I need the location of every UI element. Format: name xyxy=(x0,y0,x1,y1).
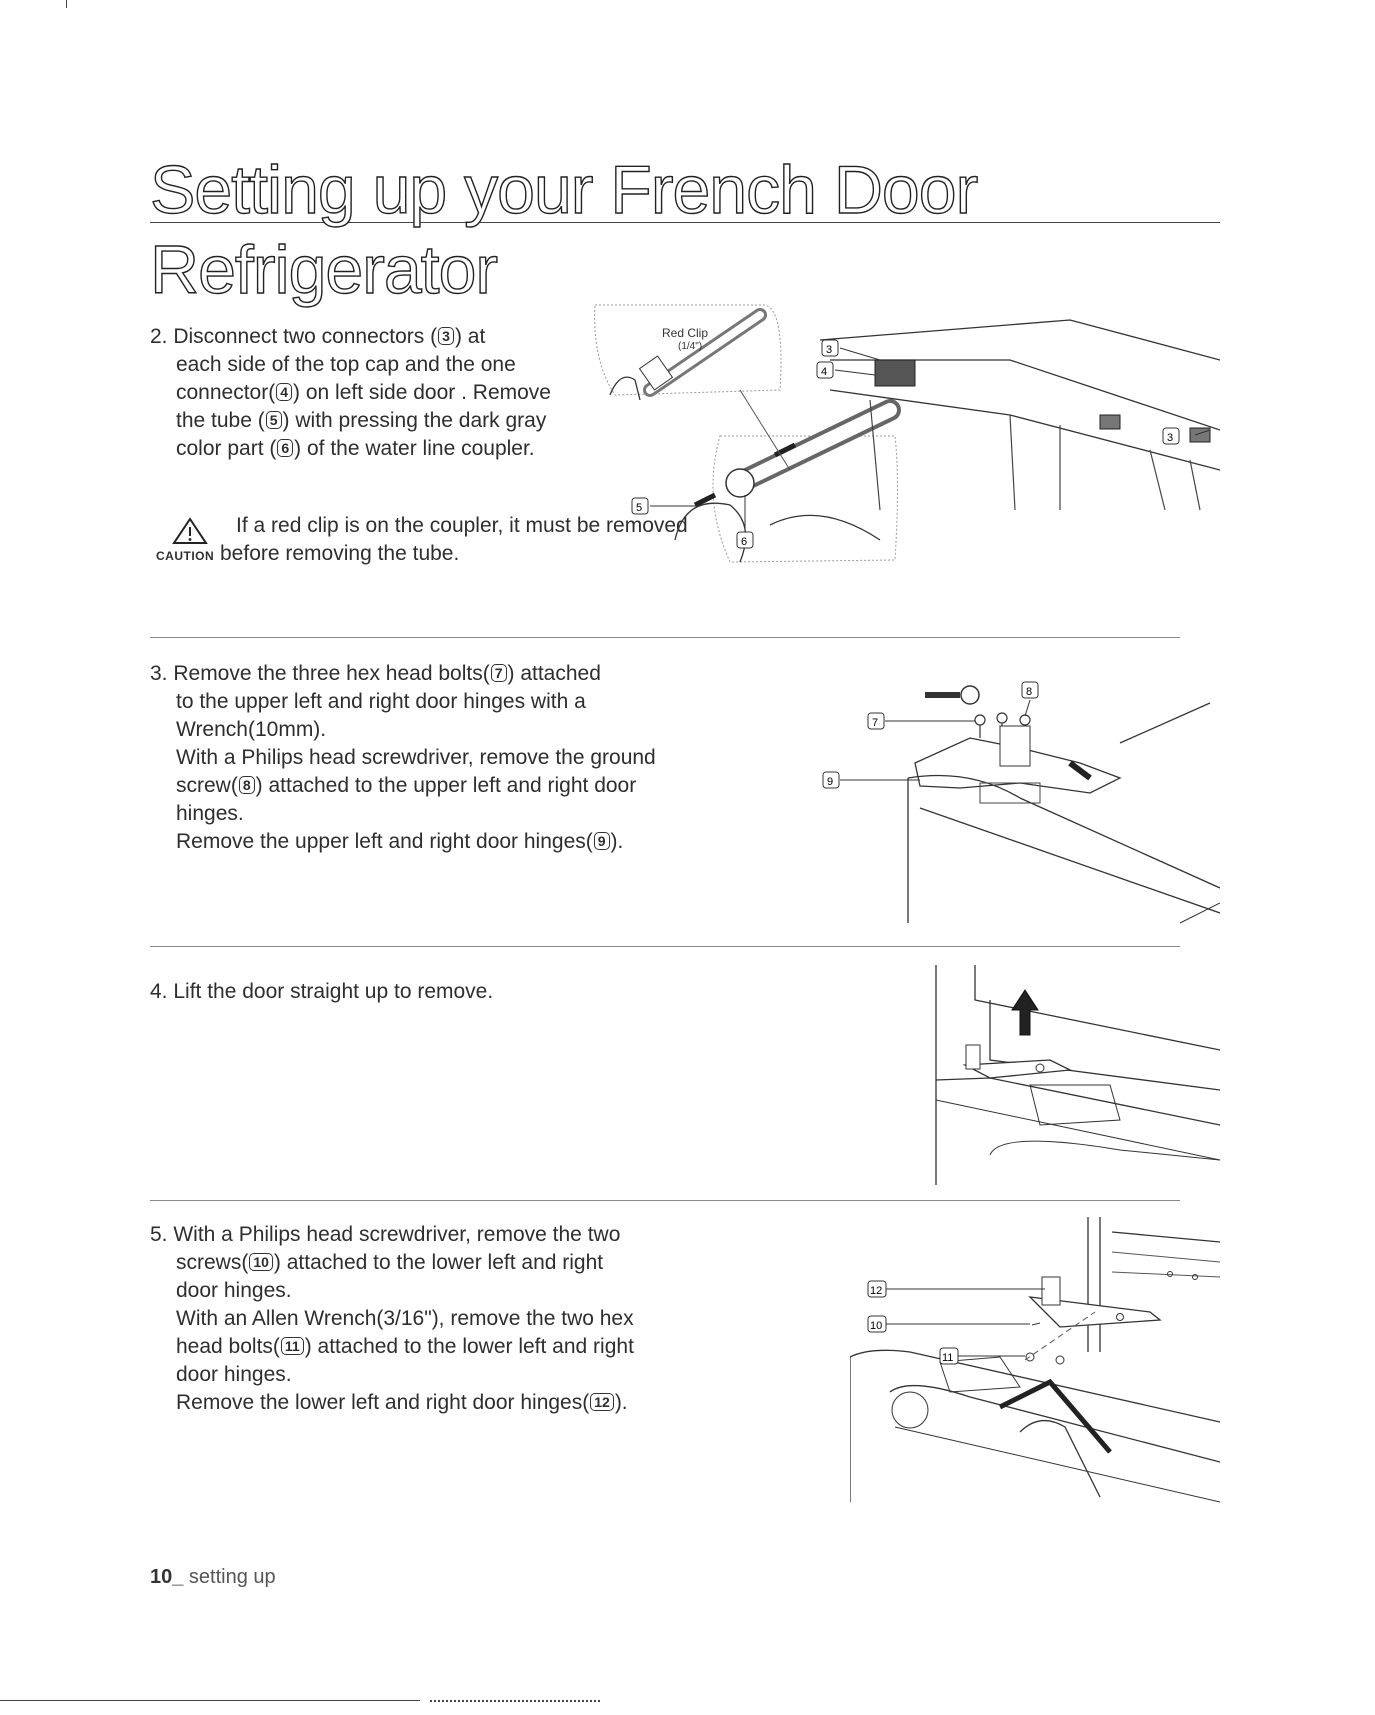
step-2-line: ) with pressing the dark gray xyxy=(282,409,547,432)
step-2-illustration xyxy=(590,300,1220,570)
step-5-line: ) attached to the lower left and right xyxy=(304,1335,634,1358)
step-2-line: each side of the top cap and the one xyxy=(176,353,516,376)
red-clip-label: Red Clip xyxy=(662,326,709,340)
label-4: 4 xyxy=(821,366,828,378)
label-8: 8 xyxy=(1026,686,1033,698)
step-3-line: With a Philips head screwdriver, remove the ground xyxy=(176,746,656,769)
step-5-line: door hinges. xyxy=(176,1279,292,1302)
step-2-line: 2. Disconnect two connectors ( xyxy=(150,325,438,348)
callout-8-box: 8 xyxy=(239,776,255,794)
page-title: Setting up your French Door Refrigerator xyxy=(150,150,1220,223)
step-3-line: hinges. xyxy=(176,802,244,825)
step-4-text xyxy=(150,978,493,1006)
label-3a: 3 xyxy=(826,344,833,356)
step-4-line: 4. Lift the door straight up to remove. xyxy=(150,980,494,1003)
callout-10-box: 10 xyxy=(249,1253,273,1271)
caution-line-1: If a red clip is on the coupler, it must be removed xyxy=(236,514,688,537)
step-3-line: screw( xyxy=(176,774,238,797)
bottom-dots xyxy=(430,1700,600,1702)
callout-5-box: 5 xyxy=(266,411,282,429)
page-number: 10_ xyxy=(150,1566,184,1588)
step-3-text xyxy=(150,660,656,856)
callout-9-box: 9 xyxy=(594,832,610,850)
step-5-line: Remove the lower left and right door hinges( xyxy=(176,1391,590,1414)
step-5-line: head bolts( xyxy=(176,1335,280,1358)
step-3-line: 3. Remove the three hex head bolts( xyxy=(150,662,490,685)
divider-1 xyxy=(150,637,1180,638)
step-5-line: door hinges. xyxy=(176,1363,292,1386)
divider-2 xyxy=(150,946,1180,947)
label-7: 7 xyxy=(872,717,879,729)
step-2-line: ) on left side door . Remove xyxy=(293,381,551,404)
step-2-line: connector( xyxy=(176,381,276,404)
step-3-line: ) attached xyxy=(507,662,601,685)
callout-11-box: 11 xyxy=(281,1337,304,1355)
step-3-line: ) attached to the upper left and right door xyxy=(255,774,637,797)
callout-4-box: 4 xyxy=(276,383,292,401)
step-5-line: screws( xyxy=(176,1251,249,1274)
step-2-text xyxy=(150,323,551,463)
label-3b: 3 xyxy=(1167,432,1174,444)
step-3-line: to the upper left and right door hinges with a xyxy=(176,690,586,713)
caution-line-2 xyxy=(156,540,459,570)
step-2-line: color part ( xyxy=(176,437,277,460)
caution-label: CAUTION xyxy=(156,549,215,563)
label-11: 11 xyxy=(942,1352,954,1364)
label-12: 12 xyxy=(870,1285,883,1297)
step-4-illustration xyxy=(930,960,1220,1190)
divider-3 xyxy=(150,1200,1180,1201)
page-footer xyxy=(150,1566,276,1589)
step-5-line: With an Allen Wrench(3/16"), remove the two hex xyxy=(176,1307,634,1330)
step-5-line: ) attached to the lower left and right xyxy=(273,1251,604,1274)
label-10: 10 xyxy=(870,1320,883,1332)
step-5-text xyxy=(150,1221,634,1417)
step-3-line: ). xyxy=(610,830,624,853)
label-9: 9 xyxy=(827,776,834,788)
label-6: 6 xyxy=(741,536,748,548)
callout-3-box: 3 xyxy=(438,327,454,345)
step-2-line: the tube ( xyxy=(176,409,265,432)
callout-12-box: 12 xyxy=(590,1393,614,1411)
step-5-line: ). xyxy=(614,1391,628,1414)
step-2-line: ) of the water line coupler. xyxy=(294,437,535,460)
crop-mark xyxy=(66,0,67,8)
step-5-line: 5. With a Philips head screwdriver, remove the two xyxy=(150,1223,621,1246)
callout-7-box: 7 xyxy=(491,664,507,682)
step-3-line: Wrench(10mm). xyxy=(176,718,327,741)
label-5: 5 xyxy=(636,502,643,514)
step-2-line: ) at xyxy=(454,325,486,348)
section-name: setting up xyxy=(183,1566,276,1588)
bottom-rule xyxy=(0,1700,420,1701)
step-3-illustration xyxy=(820,668,1220,930)
step-3-line: Remove the upper left and right door hinges( xyxy=(176,830,593,853)
caution-text: before removing the tube. xyxy=(214,542,460,565)
red-clip-size: (1/4") xyxy=(678,341,703,352)
callout-6-box: 6 xyxy=(277,439,293,457)
step-5-illustration xyxy=(850,1212,1220,1504)
